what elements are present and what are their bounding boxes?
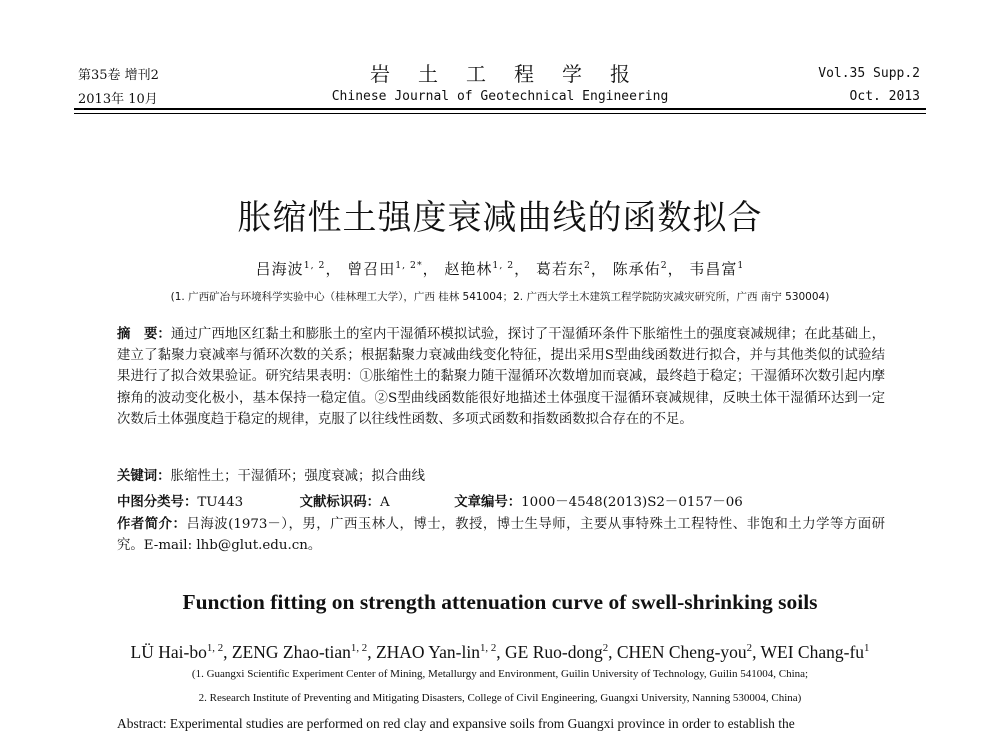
- volume-cn: 第35卷 增刊2: [78, 68, 159, 83]
- author-cn: 赵艳林$^{1, 2}$: [444, 260, 515, 278]
- abstract-label: 摘 要：: [117, 327, 171, 342]
- keywords-label: 关键词：: [117, 469, 171, 484]
- author-en: GE Ruo-dong$^2$: [505, 642, 609, 662]
- abstract-text: 通过广西地区红黏土和膨胀土的室内干湿循环模拟试验，探讨了干湿循环条件下胀缩性土的强度衰减规律；在此基础上，建立了黏聚力衰减率与循环次数的关系；根据黏聚力衰减曲线变化特征，提出采用S型曲线函数进行拟合，并与其他类似的试验结果进行了拟合效果验证。研究结果表明：①胀缩性土的黏聚力随干湿循环次数增加而衰减，最终趋于稳定；干湿循环次数引起内摩擦角的波动变化极小，基本保持一稳定值。②S型曲线函数能很好地描述土体强度干湿循环衰减规律，反映土体干湿循环达到一定次数后土体强度趋于稳定的规律，克服了以往线性函数、多项式函数和指数函数拟合存在的不足。: [117, 327, 886, 427]
- volume-en: Vol.35 Supp.2: [818, 66, 920, 81]
- author-en: LÜ Hai-bo$^{1, 2}$: [130, 642, 224, 662]
- authors-en: LÜ Hai-bo$^{1, 2}$, ZENG Zhao-tian$^{1, 2}$, ZHAO Yan-lin$^{1, 2}$, GE Ruo-dong$^2$, CHEN Cheng-you$^2$, WEI Chang-$fu^1$: [130, 642, 870, 662]
- affiliation-en-1: (1. Guangxi Scientific Experiment Center of Mining, Metallurgy and Environment, Guilin University of Technology, Guilin 541004, China;: [191, 668, 809, 680]
- abstract-cn: [117, 324, 885, 430]
- journal-title-en: Chinese Journal of Geotechnical Engineering: [331, 89, 669, 104]
- article-number-value: 1000－4548(2013)S2－0157－06: [521, 495, 743, 510]
- author-en: ZENG Zhao-tian$^{1, 2}$: [231, 642, 368, 662]
- doc-code-label: 文献标识码：: [299, 495, 380, 510]
- date-en: Oct. 2013: [849, 89, 920, 104]
- classification-line: [117, 491, 885, 510]
- affiliation-cn: (1. 广西矿冶与环境科学实验中心（桂林理工大学），广西 桂林 541004；2. 广西大学土木建筑工程学院防灾减灾研究所，广西 南宁 530004): [170, 291, 830, 303]
- keywords-cn: [117, 465, 885, 484]
- abstract-en-partial: Abstract: Experimental studies are performed on red clay and expansive soils from Guangxi province in order to establish the: [117, 716, 795, 731]
- author-cn: 陈承佑$^2$: [612, 260, 668, 278]
- clc-label: 中图分类号：: [117, 495, 198, 510]
- author-en: ZHAO Yan-lin$^{1, 2}$: [375, 642, 497, 662]
- author-bio-label: 作者简介：: [117, 517, 187, 532]
- authors-cn: 吕海波$^{1, 2}$， 曾召田$^{1, 2*}$， 赵艳林$^{1, 2}$， 葛若东$^2$， 陈承佑$^2$， 韦昌富$^1$: [255, 260, 745, 278]
- author-cn: 葛若东$^2$: [535, 260, 591, 278]
- date-cn: 2013年 10月: [78, 92, 158, 107]
- paper-title-cn: 胀缩性土强度衰减曲线的函数拟合: [237, 198, 763, 238]
- clc-value: TU443: [197, 495, 244, 510]
- author-bio-text: 吕海波(1973－），男，广西玉林人，博士，教授，博士生导师，主要从事特殊土工程特性、非饱和土力学等方面研究。E-mail: lhb@glut.edu.cn。: [117, 517, 886, 554]
- article-number-label: 文章编号：: [454, 495, 522, 510]
- keywords-text: 胀缩性土；干湿循环；强度衰减；拟合曲线: [170, 469, 425, 484]
- journal-title-cn: 岩土工程学报: [370, 62, 658, 86]
- author-bio: [117, 514, 885, 556]
- doc-code-value: A: [380, 495, 390, 510]
- paper-title-en: Function fitting on strength attenuation curve of swell-shrinking soils: [182, 590, 818, 614]
- author-cn: 韦昌富$^1$: [689, 260, 745, 278]
- header-rule-bottom: [74, 113, 926, 114]
- author-en: CHEN Cheng-you$^2$: [616, 642, 753, 662]
- header-rule-top: [74, 108, 926, 110]
- author-en: WEI Chang-$fu^1$: [760, 642, 870, 662]
- affiliation-en-2: 2. Research Institute of Preventing and Mitigating Disasters, College of Civil Engineering, Guangxi University, Nanning 530004, China): [198, 692, 802, 704]
- author-cn: 吕海波$^{1, 2}$: [255, 260, 326, 278]
- author-cn: 曾召田$^{1, 2*}$: [347, 260, 423, 278]
